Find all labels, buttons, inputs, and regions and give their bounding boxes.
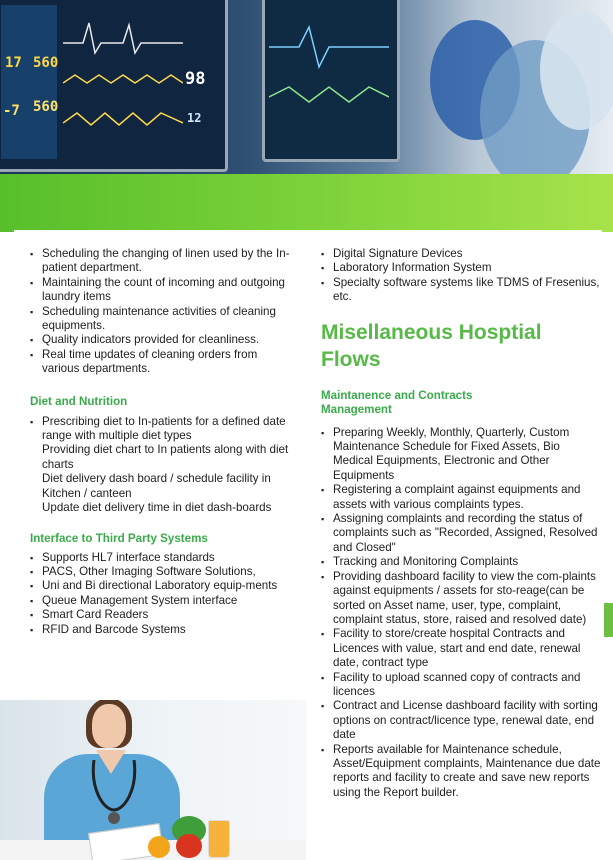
right-column	[321, 247, 603, 800]
list-item: ▪ Laboratory Information System	[321, 261, 603, 275]
list-item: ▪ Uni and Bi directional Laboratory equip-ments	[30, 579, 292, 593]
monitor-reading: 12	[187, 111, 202, 125]
list-item: ▪ Tracking and Monitoring Complaints	[321, 555, 603, 569]
list-item: ▪ Quality indicators provided for cleanliness.	[30, 333, 292, 347]
monitor-reading: 560	[33, 99, 59, 115]
list-item: ▪ Queue Management System interface	[30, 594, 292, 608]
list-item: ▪ Real time updates of cleaning orders from various departments.	[30, 348, 292, 377]
list-item: Update diet delivery time in diet dash-boards	[42, 501, 272, 515]
juice-glass-icon	[208, 820, 230, 858]
list-item: ▪ RFID and Barcode Systems	[30, 623, 292, 637]
list-item: Diet delivery dash board / schedule facility in Kitchen / canteen	[42, 472, 271, 500]
monitor-reading: 17	[5, 55, 22, 71]
list-item: ▪ Specialty software systems like TDMS of Fresenius, etc.	[321, 276, 603, 305]
green-banner	[0, 174, 613, 232]
patient-monitor	[262, 0, 400, 162]
nurse-face	[92, 704, 126, 748]
list-item: ▪ Registering a complaint against equipments and assets with various complaints types.	[321, 483, 603, 512]
interface-list	[30, 551, 292, 637]
list-item: ▪ Preparing Weekly, Monthly, Quarterly, Custom Maintenance Schedule for Fixed Assets, Bio Medical Equipments, Electronic and Other Equipments	[321, 426, 603, 484]
maintenance-list	[321, 426, 603, 801]
interface-heading: Interface to Third Party Systems	[30, 531, 208, 545]
nurse-photo	[0, 700, 306, 860]
surgeon-figure	[540, 10, 613, 130]
list-item: ▪ Assigning complaints and recording the status of complaints such as "Recorded, Assigned, Resolved and Closed"	[321, 512, 603, 555]
list-item: ▪ Facility to store/create hospital Contracts and Licences with value, start and end date, renewal date, contract type	[321, 627, 603, 670]
left-column	[30, 247, 292, 637]
list-item: ▪ Supports HL7 interface standards	[30, 551, 292, 565]
stethoscope-icon	[84, 760, 144, 830]
list-item: Providing diet chart to In patients along with diet charts	[42, 443, 289, 471]
diet-list	[30, 415, 292, 516]
diet-heading: Diet and Nutrition	[30, 394, 128, 408]
pepper-icon	[148, 836, 170, 858]
list-item: ▪ PACS, Other Imaging Software Solutions,	[30, 565, 292, 579]
monitor-reading: -7	[3, 103, 20, 119]
list-item: ▪ Providing dashboard facility to view the com-plaints against equipments / assets for sto-reage(can be sorted on Asset name, user, type, complaint, complaint status, store, raised and resolved date)	[321, 570, 603, 628]
housekeeping-list	[30, 247, 292, 377]
monitor-reading: 98	[185, 69, 206, 89]
maintenance-heading: Maintanence and Contracts Management	[321, 388, 473, 416]
section-title: Misellaneous Hosptial Flows	[321, 320, 542, 371]
list-item: ▪ Facility to upload scanned copy of contracts and licences	[321, 671, 603, 700]
hero-photo	[0, 0, 613, 178]
waveform-icon	[269, 7, 389, 147]
list-item: ▪ Scheduling maintenance activities of cleaning equipments.	[30, 305, 292, 334]
list-item: ▪ Contract and License dashboard facility with sorting options on contract/licence type, renewal date, end date	[321, 699, 603, 742]
patient-monitor	[0, 0, 228, 172]
list-item: ▪ Scheduling the changing of linen used by the In-patient department.	[30, 247, 292, 276]
side-accent-mark	[604, 603, 613, 637]
third-party-list-cont	[321, 247, 603, 305]
list-item: ▪ Smart Card Readers	[30, 608, 292, 622]
monitor-reading: 560	[33, 55, 59, 71]
list-item: ▪ Maintaining the count of incoming and outgoing laundry items	[30, 276, 292, 305]
list-item: ▪ Reports available for Maintenance schedule, Asset/Equipment complaints, Maintenance due date reports and facility to create and save new reports using the Report builder.	[321, 743, 603, 801]
list-item: ▪ Prescribing diet to In-patients for a defined date range with multiple diet types	[30, 415, 292, 444]
list-item: ▪ Digital Signature Devices	[321, 247, 603, 261]
waveform-icon	[63, 13, 183, 153]
tomato-icon	[176, 834, 202, 858]
